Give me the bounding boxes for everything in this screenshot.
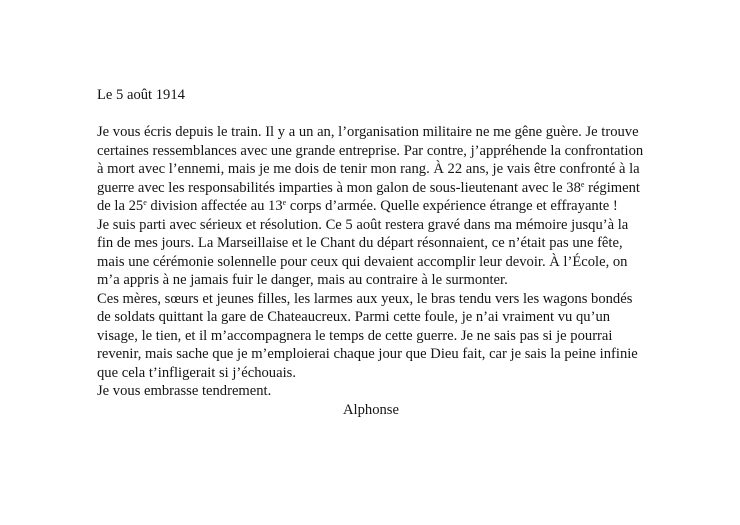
ordinal-superscript: e (282, 198, 287, 207)
signature: Alphonse (343, 401, 399, 418)
paragraph-train-text-1: Je vous écris depuis le train. Il y a un an, l’organisation militaire ne me gêne guère. Je trouve certaines ressemblances avec une grande entreprise. Par contre, j’appréhende la confrontation à mort avec l’ennemi, mais je me dois de tenir mon rang. À 22 ans, je vais être confronté à la guerre avec les responsabilités imparties à mon galon de sous-lieutenant avec le 38 (97, 124, 644, 196)
ordinal-superscript: e (143, 198, 147, 207)
blank-line (97, 105, 645, 124)
paragraph-train-text-2: régiment de la 25 (97, 179, 640, 214)
paragraph-train-text-4: corps d’armée. Quelle expérience étrange et effrayante ! (286, 198, 618, 214)
paragraph-station: Ces mères, sœurs et jeunes filles, les larmes aux yeux, le bras tendu vers les wagons bondés de soldats quittant la gare de Chateaucreux. Parmi cette foule, je n’ai vraiment vu qu’un visage, le tien, et il m’accompagnera le temps de cette guerre. Je ne sais pas si je pourrai revenir, mais sache que je m’emploierai chaque jour que Dieu fait, car je sais la peine infinie que cela t’infligerait si j’échouais. (97, 290, 638, 381)
paragraph-train (97, 123, 645, 216)
letter-date: Le 5 août 1914 (97, 87, 185, 103)
ordinal-superscript: e (580, 179, 585, 189)
letter-body (97, 86, 645, 419)
paragraph-departure: Je suis parti avec sérieux et résolution. Ce 5 août restera gravé dans ma mémoire jusqu’à la fin de mes jours. La Marseillaise et le Chant du départ résonnaient, ce n’était pas une fête, mais une cérémonie solennelle pour ceux qui devaient accomplir leur devoir. À l’École, on m’a appris à ne jamais fuir le danger, mais au contraire à le surmonter. (97, 216, 629, 288)
paragraph-train-text-3: division affectée au 13 (146, 198, 283, 214)
paragraph-closing: Je vous embrasse tendrement. (97, 383, 272, 399)
